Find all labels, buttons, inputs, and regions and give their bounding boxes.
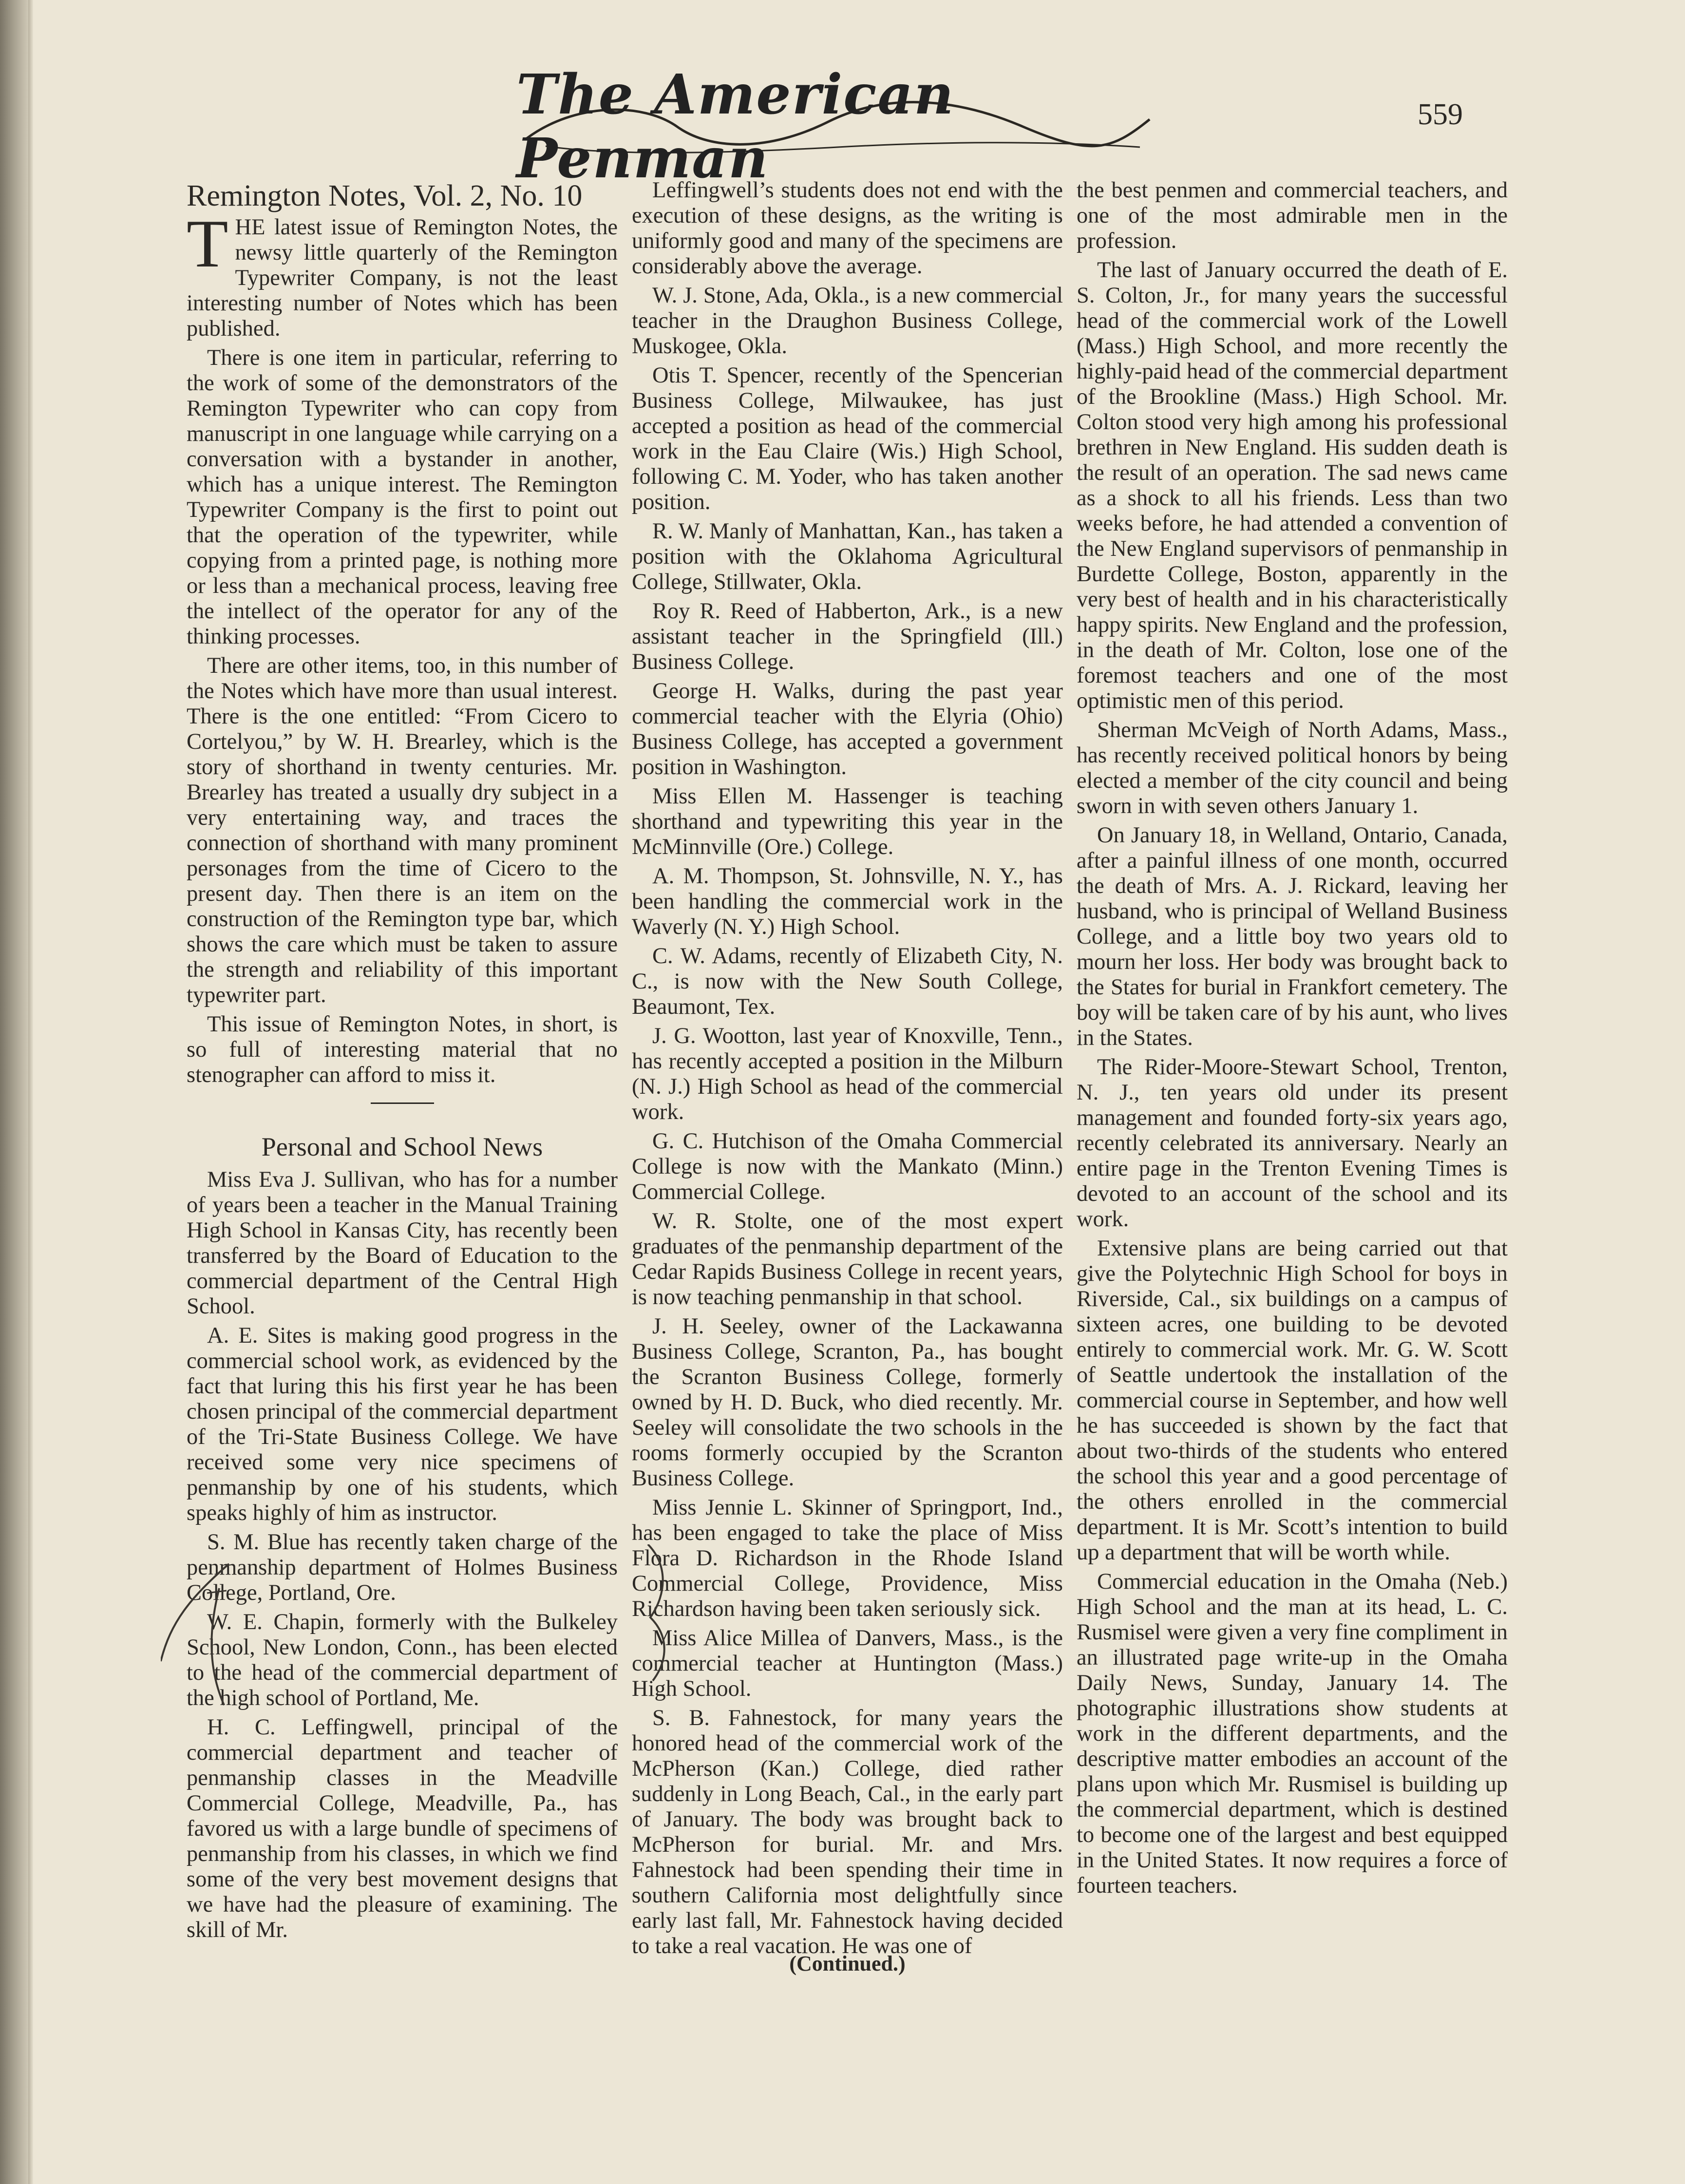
personal-school-news-heading: Personal and School News — [261, 1132, 543, 1161]
news-paragraph: Miss Eva J. Sullivan, who has for a number of years been a teacher in the Manual Training High School in Kansas City, has recently been transferred by the Board of Education to the commercial department of the Central High School. — [187, 1167, 618, 1319]
remington-notes-heading: Remington Notes, Vol. 2, No. 10 — [187, 179, 583, 212]
drop-cap: T — [187, 206, 228, 282]
news-paragraph: A. E. Sites is making good progress in the commercial school work, as evidenced by the fact that luring this his first year he has been chosen principal of the commercial department of the Tri-State Business College. We have received some very nice specimens of penmanship by one of his students, which speaks highly of him as instructor. — [187, 1323, 618, 1525]
news-paragraph: Miss Alice Millea of Danvers, Mass., is the commercial teacher at Huntington (Mass.) High School. — [632, 1626, 1063, 1701]
news-paragraph: C. W. Adams, recently of Elizabeth City, N. C., is now with the New South College, Beaumont, Tex. — [632, 944, 1063, 1019]
section-divider — [371, 1102, 434, 1104]
news-paragraph: W. J. Stone, Ada, Okla., is a new commercial teacher in the Draughon Business College, Muskogee, Okla. — [632, 283, 1063, 359]
news-paragraph: The Rider-Moore-Stewart School, Trenton, N. J., ten years old under its present management and founded forty-six years ago, recently celebrated its anniversary. Nearly an entire page in the Trenton Evening Times is devoted to an account of the school and its work. — [1077, 1055, 1508, 1232]
book-binding-shadow — [0, 0, 28, 2184]
news-paragraph: On January 18, in Welland, Ontario, Canada, after a painful illness of one month, occurred the death of Mrs. A. J. Rickard, leaving her husband, who is principal of Welland Business College, and a little boy two years old to mourn her loss. Her body was brought back to the States for burial in Frankfort cemetery. The boy will be taken care of by his aunt, who lives in the States. — [1077, 823, 1508, 1050]
column-3 — [1077, 178, 1508, 1975]
news-paragraph: A. M. Thompson, St. Johnsville, N. Y., has been handling the commercial work in the Waverly (N. Y.) High School. — [632, 864, 1063, 939]
news-paragraph: Sherman McVeigh of North Adams, Mass., has recently received political honors by being elected a member of the city council and being sworn in with seven others January 1. — [1077, 718, 1508, 818]
remington-paragraph-3: There are other items, too, in this number of the Notes which have more than usual interest. There is the one entitled: “From Cicero to Cortelyou,” by W. H. Brearley, which is the story of shorthand in twenty centuries. Mr. Brearley has treated a usually dry subject in a very entertaining way, and traces the connection of shorthand with many prominent personages from the time of Cicero to the present day. Then there is an item on the construction of the Remington type bar, which shows the care which must be taken to assure the strength and reliability of this important typewriter part. — [187, 653, 618, 1007]
news-paragraph: G. C. Hutchison of the Omaha Commercial College is now with the Mankato (Minn.) Commercial College. — [632, 1129, 1063, 1204]
news-paragraph: S. B. Fahnestock, for many years the honored head of the commercial work of the McPherson (Kan.) College, died rather suddenly in Long Beach, Cal., in the early part of January. The body was brought back to McPherson for burial. Mr. and Mrs. Fahnestock had been spending their time in southern California most delightfully since early last fall, Mr. Fahnestock having decided to take a real vacation. He was one of — [632, 1706, 1063, 1958]
news-paragraph: Extensive plans are being carried out that give the Polytechnic High School for boys in Riverside, Cal., six buildings on a campus of sixteen acres, one building to be devoted entirely to commercial work. Mr. G. W. Scott of Seattle undertook the installation of the commercial course in September, and how well he has succeeded is shown by the fact that about two-thirds of the students who entered the school this year and a good percentage of the others enrolled in the commercial department. It is Mr. Scott’s intention to build up a department that will be worth while. — [1077, 1236, 1508, 1565]
news-paragraph: J. G. Wootton, last year of Knoxville, Tenn., has recently accepted a position in the Milburn (N. J.) High School as head of the commercial work. — [632, 1024, 1063, 1124]
news-paragraph: J. H. Seeley, owner of the Lackawanna Business College, Scranton, Pa., has bought the Scranton Business College, formerly owned by H. D. Buck, who died recently. Mr. Seeley will consolidate the two schools in the rooms formerly occupied by the Scranton Business College. — [632, 1314, 1063, 1491]
news-paragraph: W. E. Chapin, formerly with the Bulkeley School, New London, Conn., has been elected to the head of the commercial department of the high school of Portland, Me. — [187, 1610, 618, 1710]
news-paragraph: The last of January occurred the death of E. S. Colton, Jr., for many years the successful head of the commercial work of the Lowell (Mass.) High School, and more recently the highly-paid head of the commercial department of the Brookline (Mass.) High School. Mr. Colton stood very high among his professional brethren in New England. His sudden death is the result of an operation. The sad news came as a shock to all his friends. Less than two weeks before, he had attended a convention of the New England supervisors of penmanship in Burdette College, Boston, apparently in the very best of health and in his characteristically happy spirits. New England and the profession, in the death of Mr. Colton, lose one of the foremost teachers and one of the most optimistic men of this period. — [1077, 258, 1508, 713]
masthead — [516, 63, 1159, 190]
news-paragraph: Miss Ellen M. Hassenger is teaching shorthand and typewriting this year in the McMinnville (Ore.) College. — [632, 784, 1063, 859]
page-gutter — [28, 0, 33, 2184]
news-paragraph: R. W. Manly of Manhattan, Kan., has taken a position with the Oklahoma Agricultural College, Stillwater, Okla. — [632, 519, 1063, 594]
column-2 — [632, 178, 1063, 1975]
remington-paragraph-2: There is one item in particular, referring to the work of some of the demonstrators of the Remington Typewriter who can copy from manuscript in one language while carrying on a conversation with a bystander in another, which has a unique interest. The Remington Typewriter Company is the first to point out that the operation of the typewriter, while copying from a printed page, is nothing more or less than a mechanical process, leaving free the intellect of the operator for any of the thinking processes. — [187, 345, 618, 649]
news-paragraph: Commercial education in the Omaha (Neb.) High School and the man at its head, L. C. Rusmisel were given a very fine compliment in an illustrated page write-up in the Omaha Daily News, Sunday, January 14. The photographic illustrations show students at work in the different departments, and the descriptive matter embodies an account of the plans upon which Mr. Rusmisel is building up the commercial department, which is destined to become one of the largest and best equipped in the United States. It now requires a force of fourteen teachers. — [1077, 1569, 1508, 1898]
news-paragraph: Miss Jennie L. Skinner of Springport, Ind., has been engaged to take the place of Miss Flora D. Richardson in the Rhode Island Commercial College, Providence, Miss Richardson having been taken seriously sick. — [632, 1495, 1063, 1621]
news-paragraph: George H. Walks, during the past year commercial teacher with the Elyria (Ohio) Business College, has accepted a government position in Washington. — [632, 679, 1063, 779]
masthead-title: The American Penman — [516, 63, 955, 190]
remington-paragraph-4: This issue of Remington Notes, in short, is so full of interesting material that no stenographer can afford to miss it. — [187, 1012, 618, 1087]
news-paragraph: the best penmen and commercial teachers, and one of the most admirable men in the profession. — [1077, 178, 1508, 253]
remington-paragraph-1: THE latest issue of Remington Notes, the newsy little quarterly of the Remington Typewriter Company, is not the least interesting number of Notes which has been published. — [187, 206, 618, 341]
news-paragraph: W. R. Stolte, one of the most expert graduates of the penmanship department of the Cedar Rapids Business College in recent years, is now teaching penmanship in that school. — [632, 1209, 1063, 1310]
news-paragraph: Leffingwell’s students does not end with the execution of these designs, as the writing is uniformly good and many of the specimens are considerably above the average. — [632, 178, 1063, 279]
news-paragraph: Otis T. Spencer, recently of the Spencerian Business College, Milwaukee, has just accepted a position as head of the commercial work in the Eau Claire (Wis.) High School, following C. M. Yoder, who has taken another position. — [632, 363, 1063, 514]
news-paragraph: H. C. Leffingwell, principal of the commercial department and teacher of penmanship classes in the Meadville Commercial College, Meadville, Pa., has favored us with a large bundle of specimens of penmanship from his classes, in which we find some of the very best movement designs that we have had the pleasure of examining. The skill of Mr. — [187, 1715, 618, 1942]
news-paragraph: S. M. Blue has recently taken charge of the penmanship department of Holmes Business College, Portland, Ore. — [187, 1530, 618, 1605]
column-1 — [187, 178, 618, 1975]
continued-note: (Continued.) — [789, 1952, 906, 1975]
page-number: 559 — [1418, 98, 1463, 131]
news-paragraph: Roy R. Reed of Habberton, Ark., is a new assistant teacher in the Springfield (Ill.) Business College. — [632, 599, 1063, 674]
